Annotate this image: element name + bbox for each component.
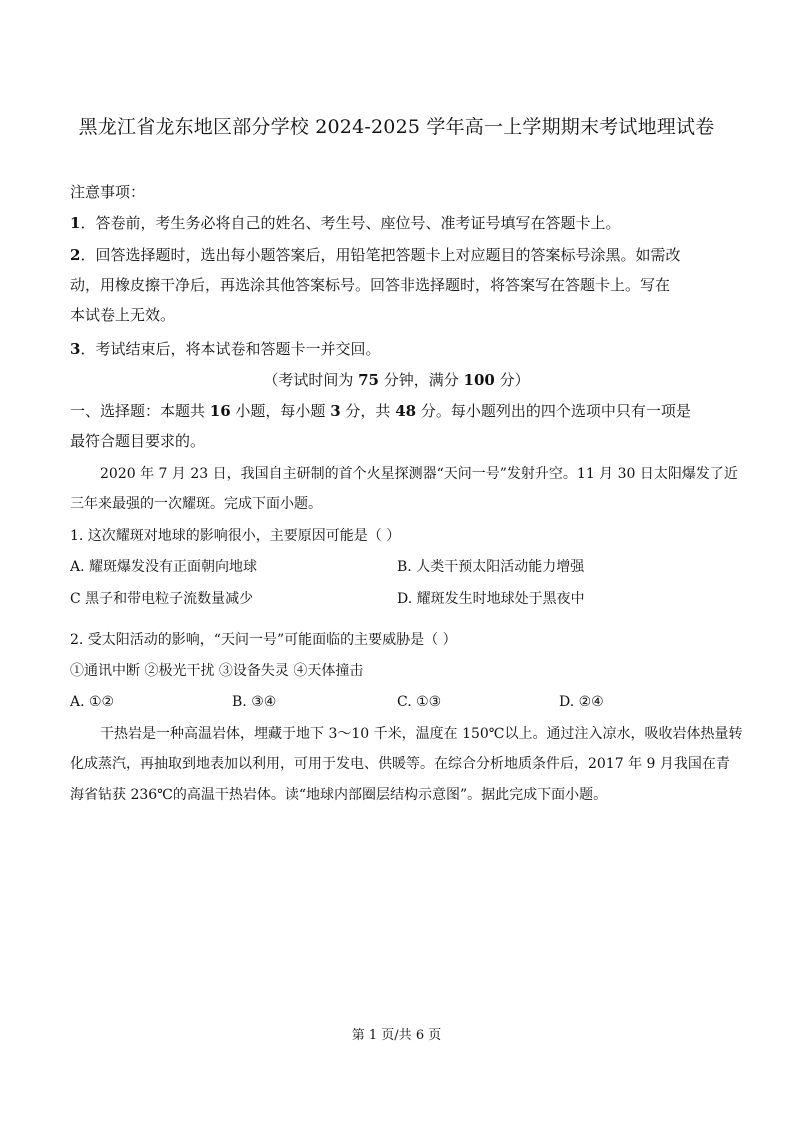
passage-2-line-2: 化成蒸汽，再抽取到地表加以利用，可用于发电、供暖等。在综合分析地质条件后，2017 年 9 月我国在青: [70, 756, 730, 772]
page-footer: 第 1 页/共 6 页: [351, 1028, 442, 1043]
exam-info: [0, 370, 793, 390]
notice-item-3-number: 3: [70, 340, 81, 358]
notice-heading: 注意事项：: [70, 183, 146, 201]
section-1-mid1: 小题，每小题: [230, 402, 331, 420]
notice-item-3: [70, 339, 380, 359]
question-2-option-a: A. ①②: [70, 694, 115, 710]
exam-info-pre: （考试时间为: [263, 371, 359, 389]
question-1-option-b: B. 人类干预太阳活动能力增强: [397, 559, 585, 575]
notice-item-1-number: 1: [70, 214, 81, 232]
section-1-each: 3: [330, 402, 341, 420]
exam-score: 100: [463, 371, 495, 389]
exam-title: 黑龙江省龙东地区部分学校 2024-2025 学年高一上学期期末考试地理试卷: [78, 116, 715, 138]
notice-item-2-number: 2: [70, 246, 81, 264]
passage-2-line-3: 海省钻获 236℃的高温干热岩体。读“地球内部圈层结构示意图”。据此完成下面小题。: [70, 787, 608, 803]
question-2-option-c: C. ①③: [397, 694, 442, 710]
passage-2-line-1: 干热岩是一种高温岩体，埋藏于地下 3～10 千米，温度在 150℃以上。通过注入凉水，吸收岩体热量转: [100, 726, 743, 742]
notice-item-1: [70, 213, 620, 233]
question-1-option-d: D. 耀斑发生时地球处于黑夜中: [397, 591, 585, 607]
section-1-post: 分。每小题列出的四个选项中只有一项是: [416, 402, 691, 420]
notice-item-2-text: ．回答选择题时，选出每小题答案后，用铅笔把答题卡上对应题目的答案标号涂黑。如需改: [80, 246, 681, 264]
section-1-count: 16: [209, 402, 231, 420]
question-2-items: ①通讯中断 ②极光干扰 ③设备失灵 ④天体撞击: [70, 663, 364, 679]
section-1-pre: 一、选择题：本题共: [70, 402, 210, 420]
passage-1-line-1: 2020 年 7 月 23 日，我国自主研制的首个火星探测器“天问一号”发射升空。11 月 30 日太阳爆发了近: [100, 466, 738, 482]
section-1-total: 48: [395, 402, 417, 420]
question-1-stem: 1. 这次耀斑对地球的影响很小，主要原因可能是（ ）: [70, 528, 401, 544]
notice-item-1-text: ．答卷前，考生务必将自己的姓名、考生号、座位号、准考证号填写在答题卡上。: [80, 214, 621, 232]
section-1-mid2: 分，共: [340, 402, 396, 420]
question-2-option-d: D. ②④: [559, 694, 604, 710]
notice-item-2-line-3: 本试卷上无效。: [70, 306, 176, 324]
notice-item-2-line-2: 动，用橡皮擦干净后，再选涂其他答案标号。回答非选择题时，将答案写在答题卡上。写在: [70, 276, 671, 294]
exam-minutes: 75: [358, 371, 379, 389]
section-1-heading-line-2: 最符合题目要求的。: [70, 432, 206, 450]
question-2-option-b: B. ③④: [232, 694, 277, 710]
notice-item-3-text: ．考试结束后，将本试卷和答题卡一并交回。: [80, 340, 381, 358]
exam-info-mid: 分钟，满分: [379, 371, 464, 389]
passage-1-line-2: 三年来最强的一次耀斑。完成下面小题。: [70, 496, 322, 512]
notice-item-2-line-1: [70, 245, 680, 265]
question-2-stem: 2. 受太阳活动的影响，“天问一号”可能面临的主要威胁是（ ）: [70, 632, 457, 648]
question-1-option-c: C 黑子和带电粒子流数量减少: [70, 591, 254, 607]
exam-info-post: 分）: [494, 371, 530, 389]
question-1-option-a: A. 耀斑爆发没有正面朝向地球: [70, 559, 258, 575]
section-1-heading: [70, 401, 691, 421]
